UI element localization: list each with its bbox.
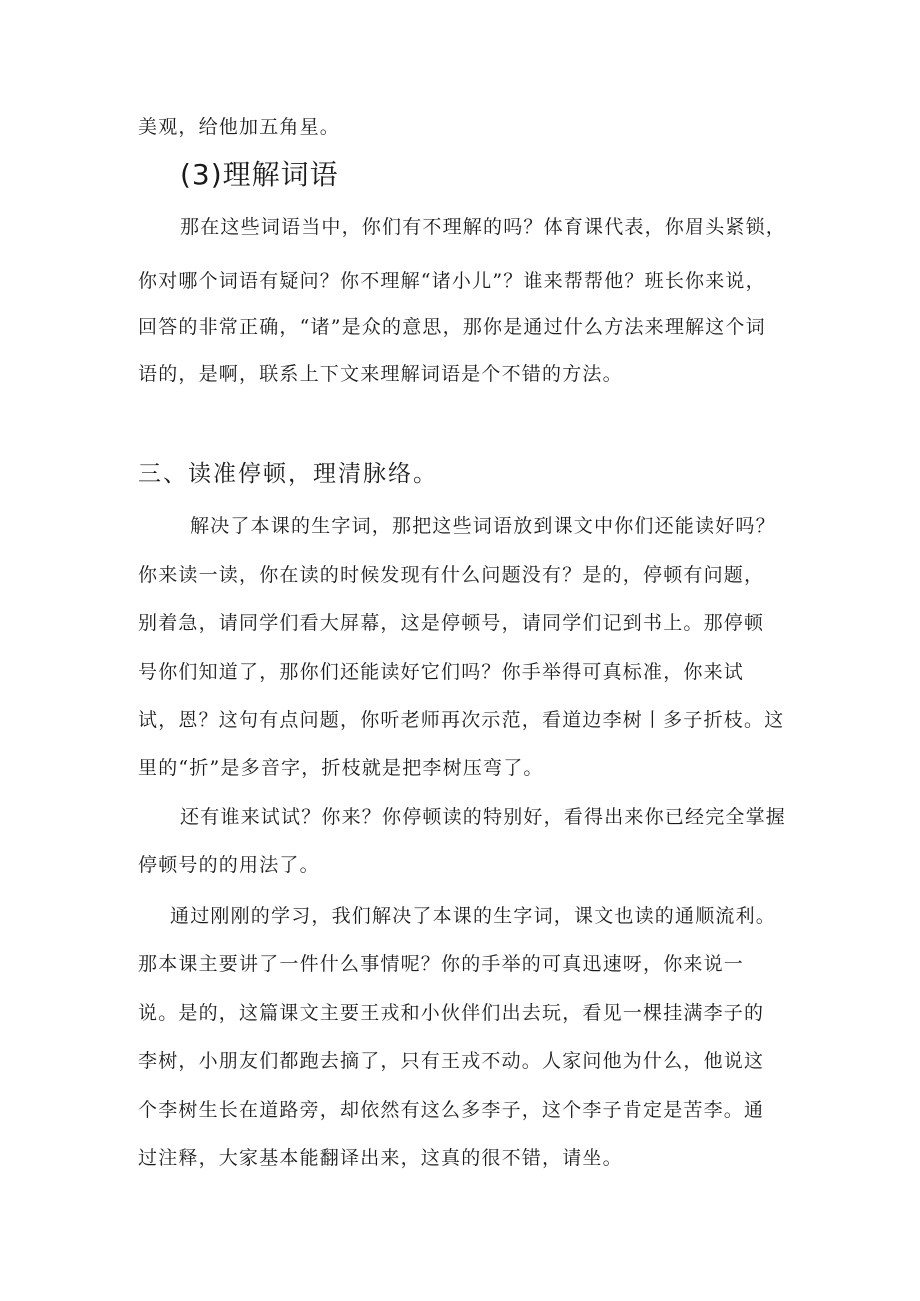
- text-line: 里的“折”是多音字，折枝就是把李树压弯了。: [138, 757, 544, 779]
- text-line: 别着急，请同学们看大屏幕，这是停顿号，请同学们记到书上。那停顿: [138, 612, 765, 634]
- text-line: 解决了本课的生字词，那把这些词语放到课文中你们还能读好吗？: [190, 515, 776, 537]
- text-line: 号你们知道了，那你们还能读好它们吗？你手举得可真标准，你来试: [138, 661, 745, 683]
- text-line: 回答的非常正确，“诸”是众的意思，那你是通过什么方法来理解这个词: [138, 316, 766, 338]
- text-line: 美观，给他加五角星。: [138, 116, 341, 138]
- text-line: 你对哪个词语有疑问？你不理解“诸小儿”？谁来帮帮他？班长你来说，: [138, 270, 766, 292]
- text-line: 你来读一读，你在读的时候发现有什么问题没有？是的，停顿有问题，: [138, 564, 765, 586]
- subheading: (3)理解词语: [180, 158, 339, 191]
- text-line: 李树，小朋友们都跑去摘了，只有王戎不动。人家问他为什么，他说这: [138, 1050, 765, 1072]
- text-line: 过注释，大家基本能翻译出来，这真的很不错，请坐。: [138, 1147, 623, 1169]
- text-line: 语的，是啊，联系上下文来理解词语是个不错的方法。: [138, 363, 623, 385]
- text-line: 试，恩？这句有点问题，你听老师再次示范，看道边李树丨多子折枝。这: [138, 709, 785, 731]
- text-line: 说。是的，这篇课文主要王戎和小伙伴们出去玩，看见一棵挂满李子的: [138, 1002, 765, 1024]
- text-line: 个李树生长在道路旁，却依然有这么多李子，这个李子肯定是苦李。通: [138, 1099, 765, 1121]
- text-line: 那在这些词语当中，你们有不理解的吗？体育课代表，你眉头紧锁，: [180, 216, 787, 238]
- text-line: 那本课主要讲了一件什么事情呢？你的手举的可真迅速呀，你来说一: [138, 953, 745, 975]
- text-line: 还有谁来试试？你来？你停顿读的特别好，看得出来你已经完全掌握: [180, 806, 787, 828]
- text-line: 通过刚刚的学习，我们解决了本课的生字词，课文也读的通顺流利。: [170, 905, 777, 927]
- text-line: 停顿号的的用法了。: [138, 854, 320, 876]
- section-heading: 三、读准停顿，理清脉络。: [138, 461, 438, 487]
